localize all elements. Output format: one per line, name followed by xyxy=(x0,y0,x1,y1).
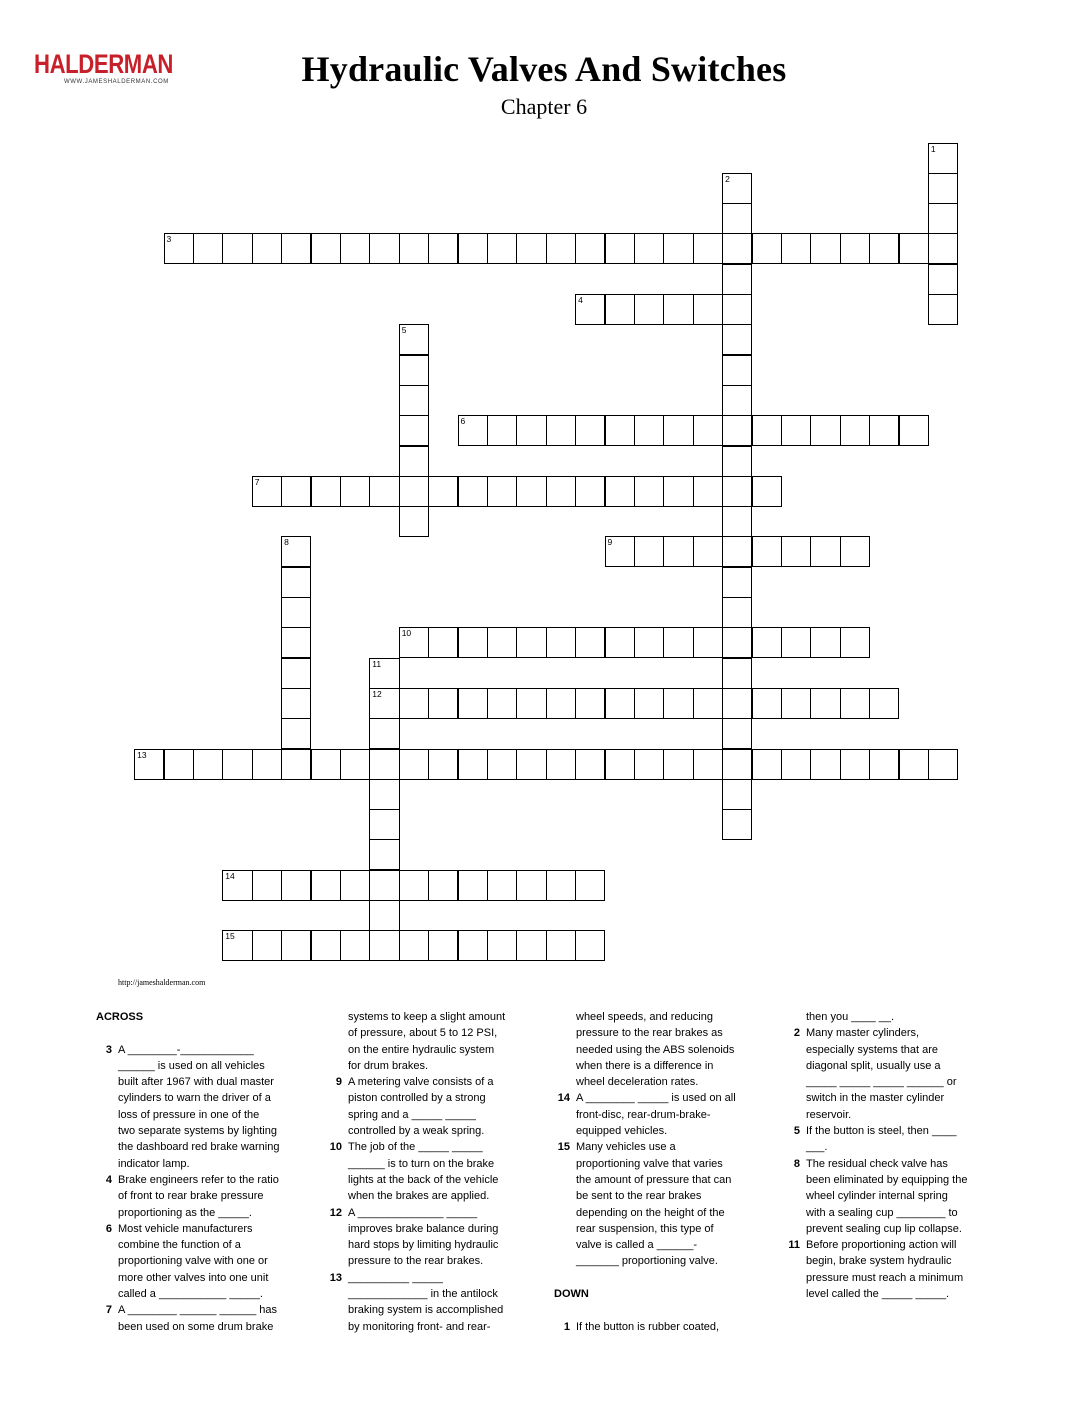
grid-cell[interactable] xyxy=(311,476,341,507)
grid-cell[interactable] xyxy=(605,415,635,446)
grid-cell[interactable] xyxy=(869,233,899,264)
spacer xyxy=(554,1302,764,1318)
clue-text: Many master cylinders, especially systems that are diagonal split, usually use a _____ _____ _____ ______ or switch in the master cylinder reservoir. xyxy=(806,1027,957,1121)
grid-cell[interactable] xyxy=(458,476,488,507)
grid-cell[interactable] xyxy=(340,476,370,507)
grid-cell[interactable] xyxy=(869,749,899,780)
grid-cell[interactable] xyxy=(516,749,546,780)
grid-cell[interactable] xyxy=(722,749,752,780)
grid-cell[interactable] xyxy=(722,779,752,810)
grid-cell[interactable] xyxy=(487,415,517,446)
grid-cell[interactable] xyxy=(399,870,429,901)
down-header: DOWN xyxy=(554,1288,589,1301)
grid-cell[interactable] xyxy=(399,749,429,780)
clues-column-3 xyxy=(554,1009,764,1335)
grid-cell[interactable] xyxy=(663,627,693,658)
grid-cell[interactable] xyxy=(428,627,458,658)
grid-cell[interactable] xyxy=(575,476,605,507)
clue-number: 1 xyxy=(563,1320,570,1333)
grid-cell[interactable] xyxy=(781,415,811,446)
clue-number: 9 xyxy=(335,1076,342,1089)
logo-name: HALDERMAN xyxy=(34,49,173,79)
grid-cell[interactable] xyxy=(281,749,311,780)
clue-number-7: 7 xyxy=(254,476,260,487)
grid-cell[interactable] xyxy=(458,627,488,658)
grid-cell[interactable] xyxy=(722,446,752,477)
grid-cell[interactable] xyxy=(928,264,958,295)
grid-cell[interactable] xyxy=(399,476,429,507)
grid-cell[interactable] xyxy=(605,476,635,507)
clue-1 xyxy=(554,1319,764,1335)
grid-cell[interactable] xyxy=(487,870,517,901)
grid-cell[interactable] xyxy=(369,749,399,780)
grid-cell[interactable] xyxy=(516,233,546,264)
clue-number-12: 12 xyxy=(372,688,382,699)
grid-cell[interactable] xyxy=(575,627,605,658)
clue-number-2: 2 xyxy=(725,173,730,184)
grid-cell[interactable] xyxy=(369,930,399,961)
grid-cell[interactable] xyxy=(516,870,546,901)
source-url[interactable]: http://jameshalderman.com xyxy=(118,978,206,987)
grid-cell[interactable] xyxy=(458,688,488,719)
clue-text: Before proportioning action will begin, brake system hydraulic pressure must reach a minimum level called the _____ _____. xyxy=(806,1239,964,1301)
grid-cell[interactable] xyxy=(810,233,840,264)
clue-12 xyxy=(326,1205,526,1270)
clue-number-5: 5 xyxy=(401,325,407,336)
clue-number: 6 xyxy=(105,1222,112,1235)
grid-cell[interactable] xyxy=(516,688,546,719)
grid-cell[interactable] xyxy=(340,233,370,264)
grid-cell[interactable] xyxy=(399,506,429,537)
clue-number: 10 xyxy=(329,1141,342,1154)
grid-cell[interactable] xyxy=(663,233,693,264)
grid-cell[interactable] xyxy=(869,415,899,446)
grid-cell[interactable] xyxy=(663,749,693,780)
grid-cell[interactable] xyxy=(752,688,782,719)
grid-cell[interactable] xyxy=(693,688,723,719)
clue-number-3: 3 xyxy=(166,234,172,245)
grid-cell[interactable] xyxy=(487,476,517,507)
grid-cell[interactable] xyxy=(252,930,282,961)
grid-cell[interactable] xyxy=(369,839,399,870)
grid-cell[interactable] xyxy=(722,324,752,355)
grid-cell[interactable] xyxy=(428,233,458,264)
logo-url: WWW.JAMESHALDERMAN.COM xyxy=(64,79,169,85)
clue-text: A ________-____________ ______ is used on all vehicles built after 1967 with dual master cylinders to warn the driver of a loss of pressure in one of the two separate systems by lighting the dashboard red brake warning indicator lamp. xyxy=(118,1043,280,1170)
grid-cell[interactable] xyxy=(722,294,752,325)
grid-cell[interactable] xyxy=(311,749,341,780)
grid-cell[interactable] xyxy=(634,415,664,446)
grid-cell[interactable] xyxy=(399,930,429,961)
grid-cell[interactable] xyxy=(252,233,282,264)
grid-cell[interactable] xyxy=(634,627,664,658)
grid-cell[interactable] xyxy=(516,476,546,507)
grid-cell[interactable] xyxy=(311,930,341,961)
grid-cell[interactable] xyxy=(752,233,782,264)
grid-cell[interactable] xyxy=(693,233,723,264)
grid-cell[interactable] xyxy=(722,718,752,749)
clue-number: 12 xyxy=(329,1206,342,1219)
clue-number: 15 xyxy=(557,1141,570,1154)
grid-cell[interactable] xyxy=(399,355,429,386)
grid-cell[interactable] xyxy=(222,749,252,780)
grid-cell[interactable] xyxy=(575,415,605,446)
clue-continuation: wheel speeds, and reducing pressure to the rear brakes as needed using the ABS solenoids when there is a difference in wheel deceleration rates. xyxy=(576,1011,735,1089)
grid-cell[interactable] xyxy=(340,870,370,901)
grid-cell[interactable] xyxy=(281,718,311,749)
clue-number: 7 xyxy=(105,1304,112,1317)
clue-text: If the button is rubber coated, xyxy=(576,1320,720,1333)
grid-cell[interactable] xyxy=(458,930,488,961)
clue-continuation: systems to keep a slight amount of pressure, about 5 to 12 PSI, on the entire hydraulic system for drum brakes. xyxy=(348,1011,506,1072)
clue-9 xyxy=(326,1074,526,1139)
grid-cell[interactable] xyxy=(634,749,664,780)
clue-number-10: 10 xyxy=(401,628,412,639)
grid-cell[interactable] xyxy=(487,233,517,264)
grid-cell[interactable] xyxy=(605,627,635,658)
clue-3 xyxy=(96,1042,306,1172)
grid-cell[interactable] xyxy=(428,749,458,780)
grid-cell[interactable] xyxy=(546,749,576,780)
clue-11 xyxy=(784,1237,994,1302)
grid-cell[interactable] xyxy=(399,385,429,416)
across-header: ACROSS xyxy=(96,1011,144,1023)
grid-cell[interactable] xyxy=(546,233,576,264)
grid-cell[interactable] xyxy=(428,930,458,961)
grid-cell[interactable] xyxy=(546,415,576,446)
grid-cell[interactable] xyxy=(722,264,752,295)
grid-cell[interactable] xyxy=(458,233,488,264)
grid-cell[interactable] xyxy=(222,233,252,264)
clue-2 xyxy=(784,1025,994,1123)
grid-cell[interactable] xyxy=(487,930,517,961)
grid-cell[interactable] xyxy=(781,627,811,658)
grid-cell[interactable] xyxy=(281,627,311,658)
grid-cell[interactable] xyxy=(752,415,782,446)
grid-cell[interactable] xyxy=(722,203,752,234)
grid-cell[interactable] xyxy=(575,930,605,961)
grid-cell[interactable] xyxy=(369,900,399,931)
grid-cell[interactable] xyxy=(722,809,752,840)
grid-cell[interactable] xyxy=(634,294,664,325)
grid-cell[interactable] xyxy=(369,779,399,810)
grid-cell[interactable] xyxy=(722,355,752,386)
grid-cell[interactable] xyxy=(840,627,870,658)
clue-text: A ________ _____ is used on all front-disc, rear-drum-brake- equipped vehicles. xyxy=(576,1092,736,1138)
grid-cell[interactable] xyxy=(605,749,635,780)
grid-cell[interactable] xyxy=(399,415,429,446)
clue-text: A ______________ _____ improves brake balance during hard stops by limiting hydraulic pressure to the rear brakes. xyxy=(348,1206,499,1268)
clue-text: The residual check valve has been eliminated by equipping the wheel cylinder internal spring with a sealing cup ________ to prevent sealing cup lip collapse. xyxy=(806,1157,968,1235)
grid-cell[interactable] xyxy=(546,930,576,961)
clue-10 xyxy=(326,1139,526,1204)
grid-cell[interactable] xyxy=(369,233,399,264)
grid-cell[interactable] xyxy=(899,415,929,446)
grid-cell[interactable] xyxy=(840,233,870,264)
clues-column-2 xyxy=(326,1009,526,1335)
grid-cell[interactable] xyxy=(634,233,664,264)
clue-number-14: 14 xyxy=(225,870,235,881)
grid-cell[interactable] xyxy=(693,415,723,446)
clue-text: If the button is steel, then ____ ___. xyxy=(806,1125,957,1154)
clue-number: 4 xyxy=(105,1173,112,1186)
clue-15 xyxy=(554,1139,764,1269)
grid-cell[interactable] xyxy=(605,233,635,264)
grid-cell[interactable] xyxy=(634,476,664,507)
grid-cell[interactable] xyxy=(252,870,282,901)
clue-number-6: 6 xyxy=(460,416,466,427)
grid-cell[interactable] xyxy=(693,627,723,658)
grid-cell[interactable] xyxy=(634,688,664,719)
grid-cell[interactable] xyxy=(428,870,458,901)
clue-4 xyxy=(96,1172,306,1221)
grid-cell[interactable] xyxy=(575,749,605,780)
grid-cell[interactable] xyxy=(605,688,635,719)
grid-cell[interactable] xyxy=(546,688,576,719)
clues-column-4 xyxy=(784,1009,994,1302)
grid-cell[interactable] xyxy=(928,233,958,264)
clue-number: 11 xyxy=(788,1239,800,1252)
grid-cell[interactable] xyxy=(575,233,605,264)
clue-number: 14 xyxy=(557,1092,570,1105)
grid-cell[interactable] xyxy=(399,446,429,477)
grid-cell[interactable] xyxy=(516,930,546,961)
grid-cell[interactable] xyxy=(575,870,605,901)
grid-cell[interactable] xyxy=(722,415,752,446)
grid-cell[interactable] xyxy=(516,627,546,658)
clue-text: A metering valve consists of a piston controlled by a strong spring and a _____ _____ controlled by a weak spring. xyxy=(348,1076,494,1138)
grid-cell[interactable] xyxy=(752,476,782,507)
grid-cell[interactable] xyxy=(605,294,635,325)
spacer xyxy=(554,1270,764,1286)
grid-cell[interactable] xyxy=(281,567,311,598)
grid-cell[interactable] xyxy=(693,294,723,325)
grid-cell[interactable] xyxy=(340,749,370,780)
clue-continuation: then you ____ __. xyxy=(806,1011,895,1023)
grid-cell[interactable] xyxy=(546,870,576,901)
grid-cell[interactable] xyxy=(281,658,311,689)
grid-cell[interactable] xyxy=(928,294,958,325)
clue-number-11: 11 xyxy=(372,658,382,669)
grid-cell[interactable] xyxy=(281,233,311,264)
grid-cell[interactable] xyxy=(840,536,870,567)
grid-cell[interactable] xyxy=(722,567,752,598)
clue-number-4: 4 xyxy=(578,295,583,305)
grid-cell[interactable] xyxy=(781,536,811,567)
grid-cell[interactable] xyxy=(281,476,311,507)
grid-cell[interactable] xyxy=(840,688,870,719)
grid-cell[interactable] xyxy=(193,233,223,264)
grid-cell[interactable] xyxy=(928,749,958,780)
grid-cell[interactable] xyxy=(752,536,782,567)
grid-cell[interactable] xyxy=(869,688,899,719)
grid-cell[interactable] xyxy=(369,718,399,749)
grid-cell[interactable] xyxy=(722,233,752,264)
grid-cell[interactable] xyxy=(663,536,693,567)
grid-cell[interactable] xyxy=(399,688,429,719)
grid-cell[interactable] xyxy=(693,749,723,780)
clue-number: 5 xyxy=(793,1125,800,1138)
grid-cell[interactable] xyxy=(340,930,370,961)
clue-text: __________ _____ _____________ in the antilock braking system is accomplished by monitoring front- and rear- xyxy=(348,1271,504,1333)
grid-cell[interactable] xyxy=(928,173,958,204)
grid-cell[interactable] xyxy=(546,476,576,507)
clue-number: 2 xyxy=(793,1027,800,1040)
grid-cell[interactable] xyxy=(810,627,840,658)
grid-cell[interactable] xyxy=(311,870,341,901)
page-subtitle: Chapter 6 xyxy=(500,94,588,119)
grid-cell[interactable] xyxy=(810,415,840,446)
grid-cell[interactable] xyxy=(722,476,752,507)
clue-text: Many vehicles use a proportioning valve that varies the amount of pressure that can be sent to the rear brakes depending on the height of the rear suspension, this type of valve is called a ______- _______ proportioning valve. xyxy=(576,1141,732,1268)
grid-cell[interactable] xyxy=(722,506,752,537)
grid-cell[interactable] xyxy=(487,749,517,780)
grid-cell[interactable] xyxy=(428,476,458,507)
grid-cell[interactable] xyxy=(693,536,723,567)
clue-13 xyxy=(326,1270,526,1335)
clue-5 xyxy=(784,1123,994,1156)
clue-number-8: 8 xyxy=(284,537,289,548)
clue-number-13: 13 xyxy=(137,749,147,760)
grid-cell[interactable] xyxy=(575,688,605,719)
clue-number-9: 9 xyxy=(607,537,613,548)
clue-text: A ________ ______ ______ has been used on some drum brake xyxy=(118,1304,278,1333)
clue-number-15: 15 xyxy=(225,931,235,942)
grid-cell[interactable] xyxy=(693,476,723,507)
grid-cell[interactable] xyxy=(458,749,488,780)
grid-cell[interactable] xyxy=(369,870,399,901)
grid-cell[interactable] xyxy=(281,930,311,961)
grid-cell[interactable] xyxy=(722,688,752,719)
clue-6 xyxy=(96,1221,306,1302)
clue-text: Most vehicle manufacturers combine the function of a proportioning valve with one or more other valves into one unit called a ___________ _____. xyxy=(118,1222,269,1301)
spacer xyxy=(96,1025,306,1041)
clue-number-1: 1 xyxy=(930,143,936,154)
grid-cell[interactable] xyxy=(663,476,693,507)
grid-cell[interactable] xyxy=(252,749,282,780)
grid-cell[interactable] xyxy=(663,415,693,446)
clue-7 xyxy=(96,1302,306,1335)
grid-cell[interactable] xyxy=(369,809,399,840)
grid-cell[interactable] xyxy=(281,688,311,719)
grid-cell[interactable] xyxy=(752,749,782,780)
grid-cell[interactable] xyxy=(840,749,870,780)
grid-cell[interactable] xyxy=(810,536,840,567)
grid-cell[interactable] xyxy=(781,688,811,719)
clue-number: 3 xyxy=(105,1043,112,1056)
grid-cell[interactable] xyxy=(487,627,517,658)
grid-cell[interactable] xyxy=(722,536,752,567)
grid-cell[interactable] xyxy=(722,627,752,658)
clue-text: The job of the _____ _____ ______ is to turn on the brake lights at the back of the vehicle when the brakes are applied. xyxy=(348,1141,499,1203)
clue-number: 8 xyxy=(793,1157,800,1170)
grid-cell[interactable] xyxy=(722,597,752,628)
grid-cell[interactable] xyxy=(193,749,223,780)
grid-cell[interactable] xyxy=(722,385,752,416)
grid-cell[interactable] xyxy=(399,233,429,264)
grid-cell[interactable] xyxy=(810,688,840,719)
grid-cell[interactable] xyxy=(546,627,576,658)
grid-cell[interactable] xyxy=(840,415,870,446)
grid-cell[interactable] xyxy=(781,749,811,780)
grid-cell[interactable] xyxy=(428,688,458,719)
grid-cell[interactable] xyxy=(164,749,194,780)
clues-column-1 xyxy=(96,1009,306,1335)
grid-cell[interactable] xyxy=(281,870,311,901)
grid-cell[interactable] xyxy=(899,233,929,264)
page-title: Hydraulic Valves And Switches xyxy=(301,49,787,89)
clue-14 xyxy=(554,1090,764,1139)
clue-number: 13 xyxy=(329,1271,342,1284)
grid-cell[interactable] xyxy=(634,536,664,567)
grid-cell[interactable] xyxy=(928,203,958,234)
grid-cell[interactable] xyxy=(281,597,311,628)
clue-8 xyxy=(784,1156,994,1237)
grid-cell[interactable] xyxy=(810,749,840,780)
clue-text: Brake engineers refer to the ratio of front to rear brake pressure proportioning as the _____. xyxy=(118,1173,279,1219)
grid-cell[interactable] xyxy=(663,294,693,325)
grid-cell[interactable] xyxy=(781,233,811,264)
grid-cell[interactable] xyxy=(752,627,782,658)
grid-cell[interactable] xyxy=(899,749,929,780)
grid-cell[interactable] xyxy=(487,688,517,719)
grid-cell[interactable] xyxy=(722,658,752,689)
grid-cell[interactable] xyxy=(369,476,399,507)
grid-cell[interactable] xyxy=(311,233,341,264)
grid-cell[interactable] xyxy=(516,415,546,446)
grid-cell[interactable] xyxy=(663,688,693,719)
grid-cell[interactable] xyxy=(458,870,488,901)
